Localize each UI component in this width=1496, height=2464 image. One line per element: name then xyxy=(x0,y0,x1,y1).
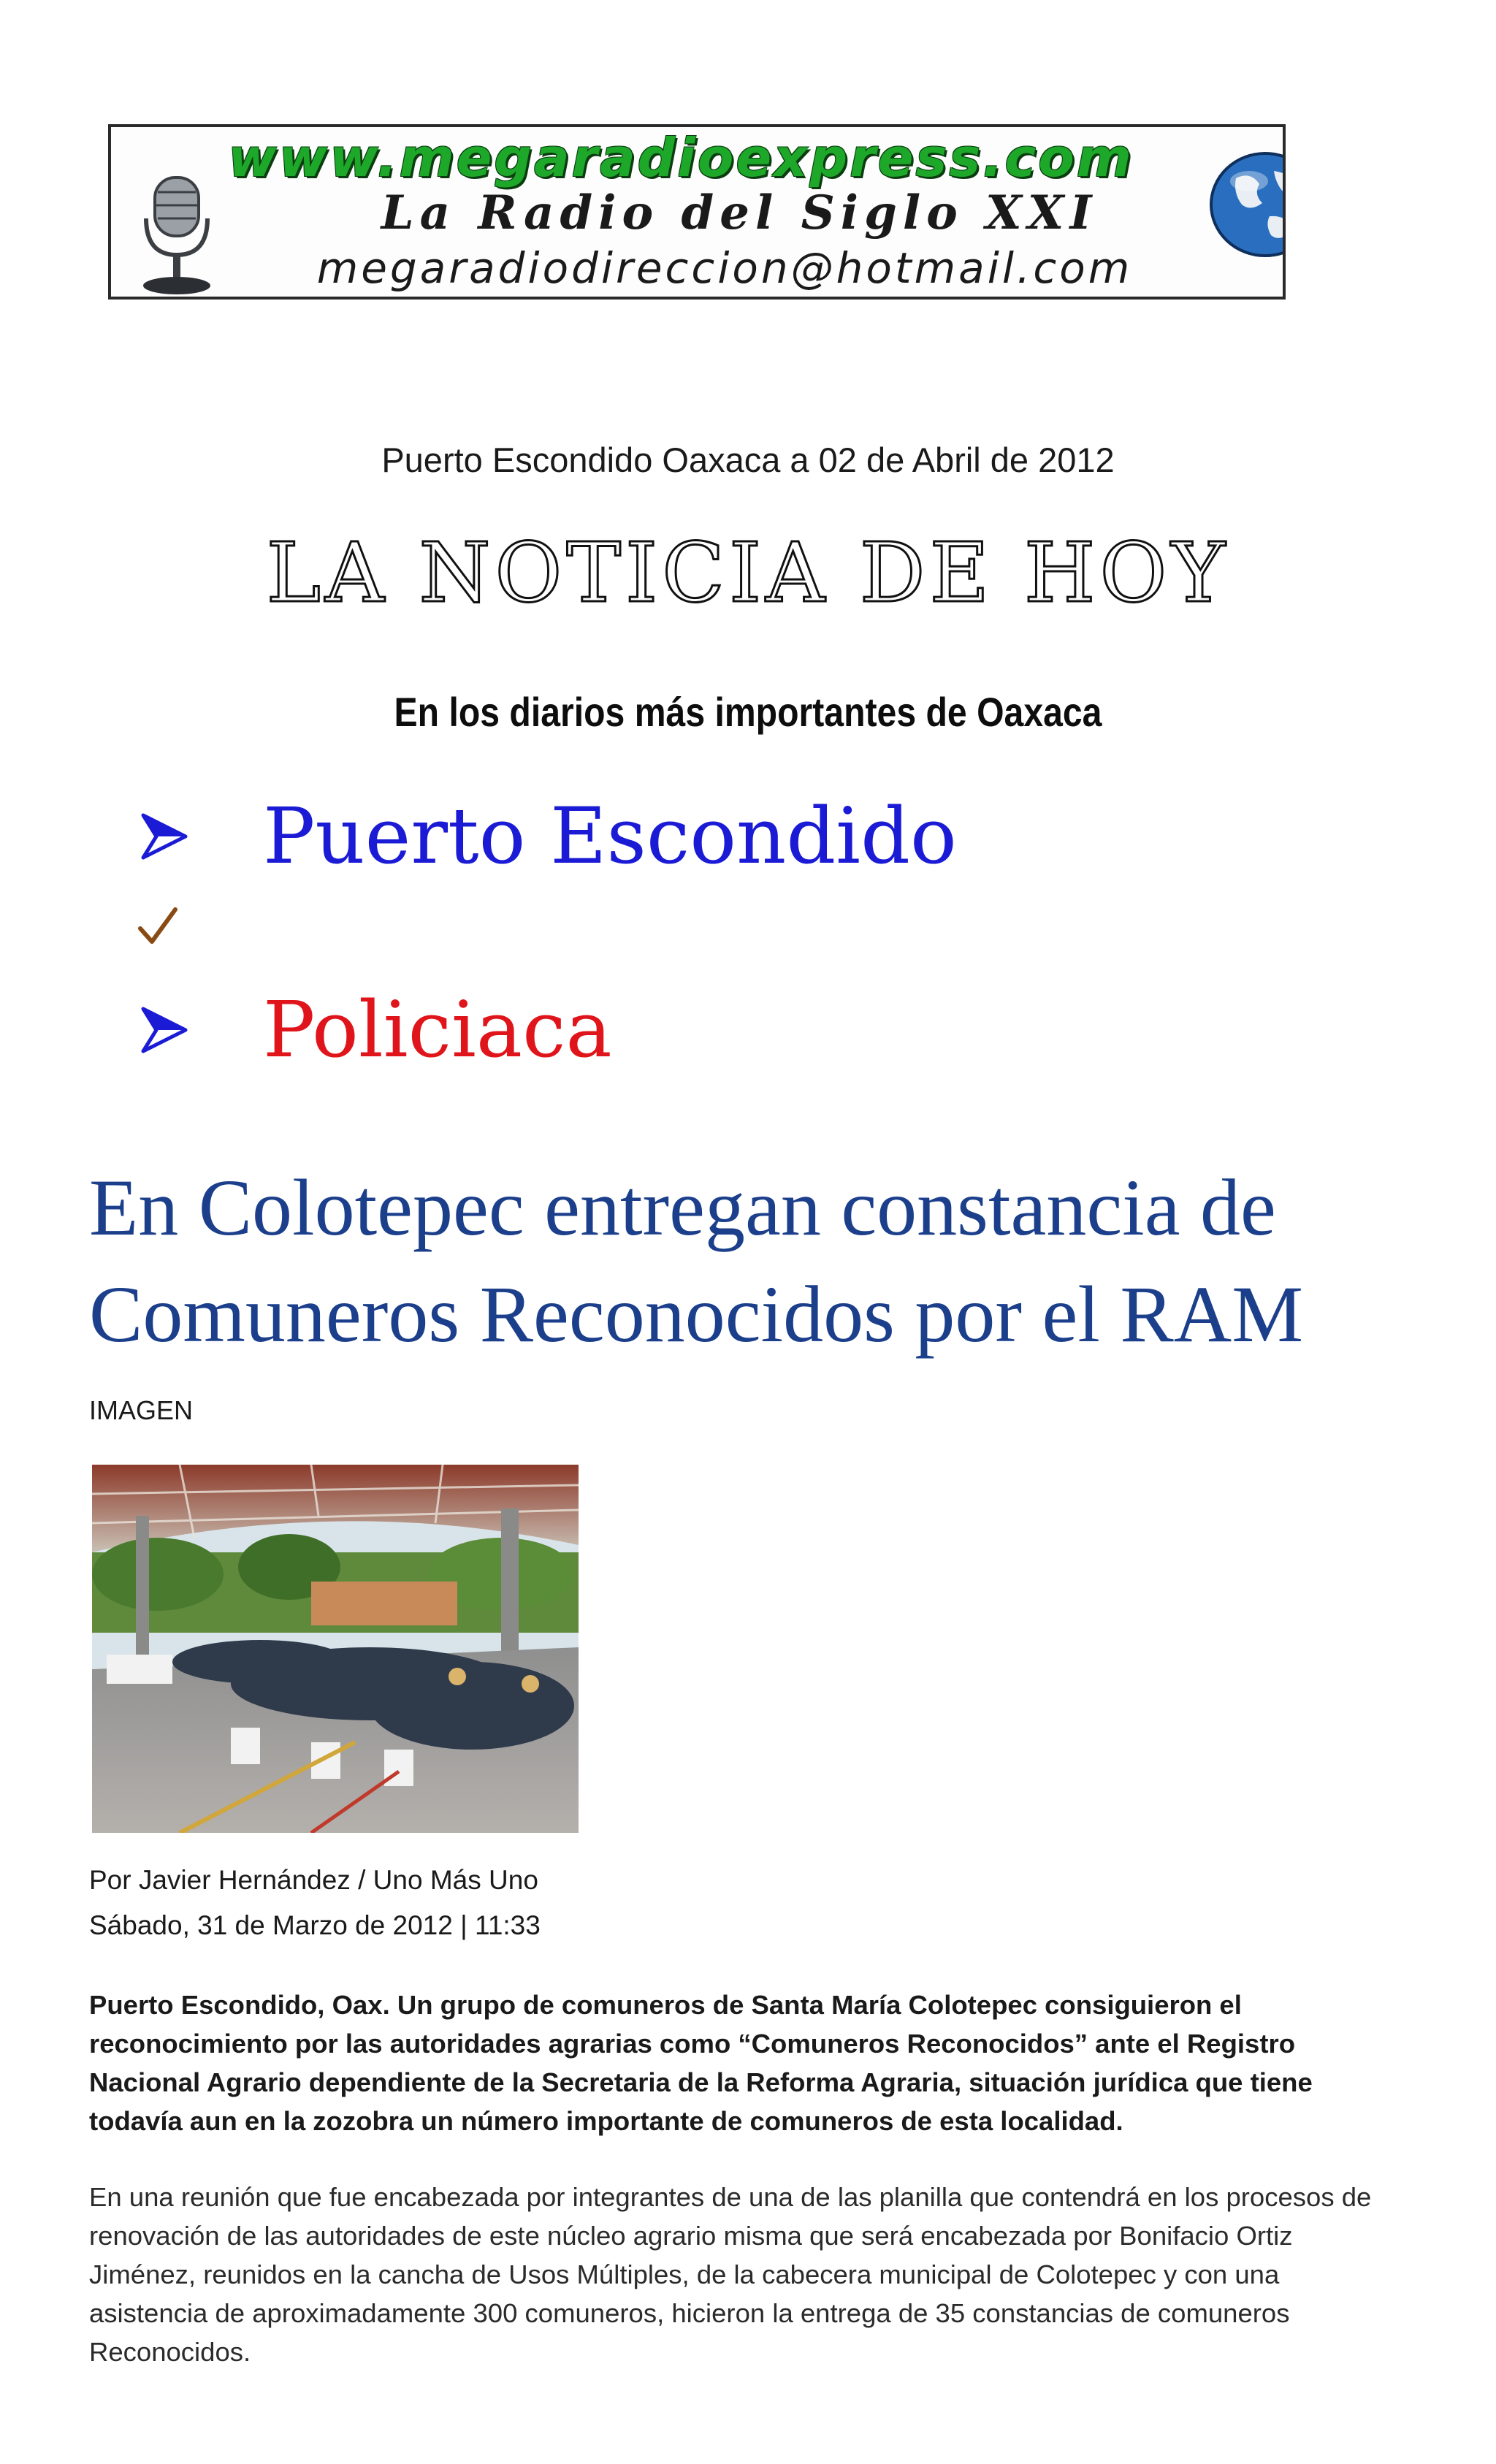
article-headline: En Colotepec entregan constancia de Comuneros Reconocidos por el RAM xyxy=(89,1163,1304,1359)
check-icon xyxy=(136,904,180,947)
masthead-subtitle: En los diarios más importantes de Oaxaca xyxy=(394,689,1102,735)
article-body-paragraph: En una reunión que fue encabezada por integrantes de una de las planilla que contendrá en los procesos de renovación de las autoridades de este núcleo agrario misma que será encabezada por Bonifacio Ortiz Jiménez, reunidos en la cancha de Usos Múltiples, de la cabecera municipal de Colotepec y con una asistencia de aproximadamente 300 comuneros, hicieron la entrega de 35 constancias de comuneros Reconocidos. xyxy=(89,2182,1372,2367)
microphone-icon xyxy=(133,175,221,299)
radio-banner xyxy=(108,124,1286,300)
arrow-icon xyxy=(139,1004,190,1056)
article-byline: Por Javier Hernández / Uno Más Uno xyxy=(89,1865,538,1895)
arrow-icon xyxy=(139,811,190,862)
article-photo xyxy=(92,1465,579,1833)
dateline: Puerto Escondido Oaxaca a 02 de Abril de 2012 xyxy=(381,440,1115,479)
banner-email: megaradiodireccion@hotmail.com xyxy=(316,243,1133,293)
article-lead-paragraph: Puerto Escondido, Oax. Un grupo de comuneros de Santa María Colotepec consiguieron el reconocimiento por las autoridades agrarias como “Comuneros Reconocidos” ante el Registro Nacional Agrario dependiente de la Secretaria de la Reforma Agraria, situación jurídica que tiene todavía aun en la zozobra un número importante de comuneros de esta localidad. xyxy=(89,1990,1313,2136)
banner-tagline: La Radio del Siglo XXI xyxy=(381,186,1098,240)
banner-url: www.megaradioexpress.com xyxy=(228,127,1134,188)
section-label: Policiaca xyxy=(263,985,612,1075)
article-timestamp: Sábado, 31 de Marzo de 2012 | 11:33 xyxy=(89,1910,541,1940)
image-label: IMAGEN xyxy=(89,1395,194,1425)
section-label: Puerto Escondido xyxy=(263,791,957,881)
globe-icon xyxy=(1207,149,1286,259)
masthead-title: LA NOTICIA DE HOY xyxy=(266,526,1230,621)
